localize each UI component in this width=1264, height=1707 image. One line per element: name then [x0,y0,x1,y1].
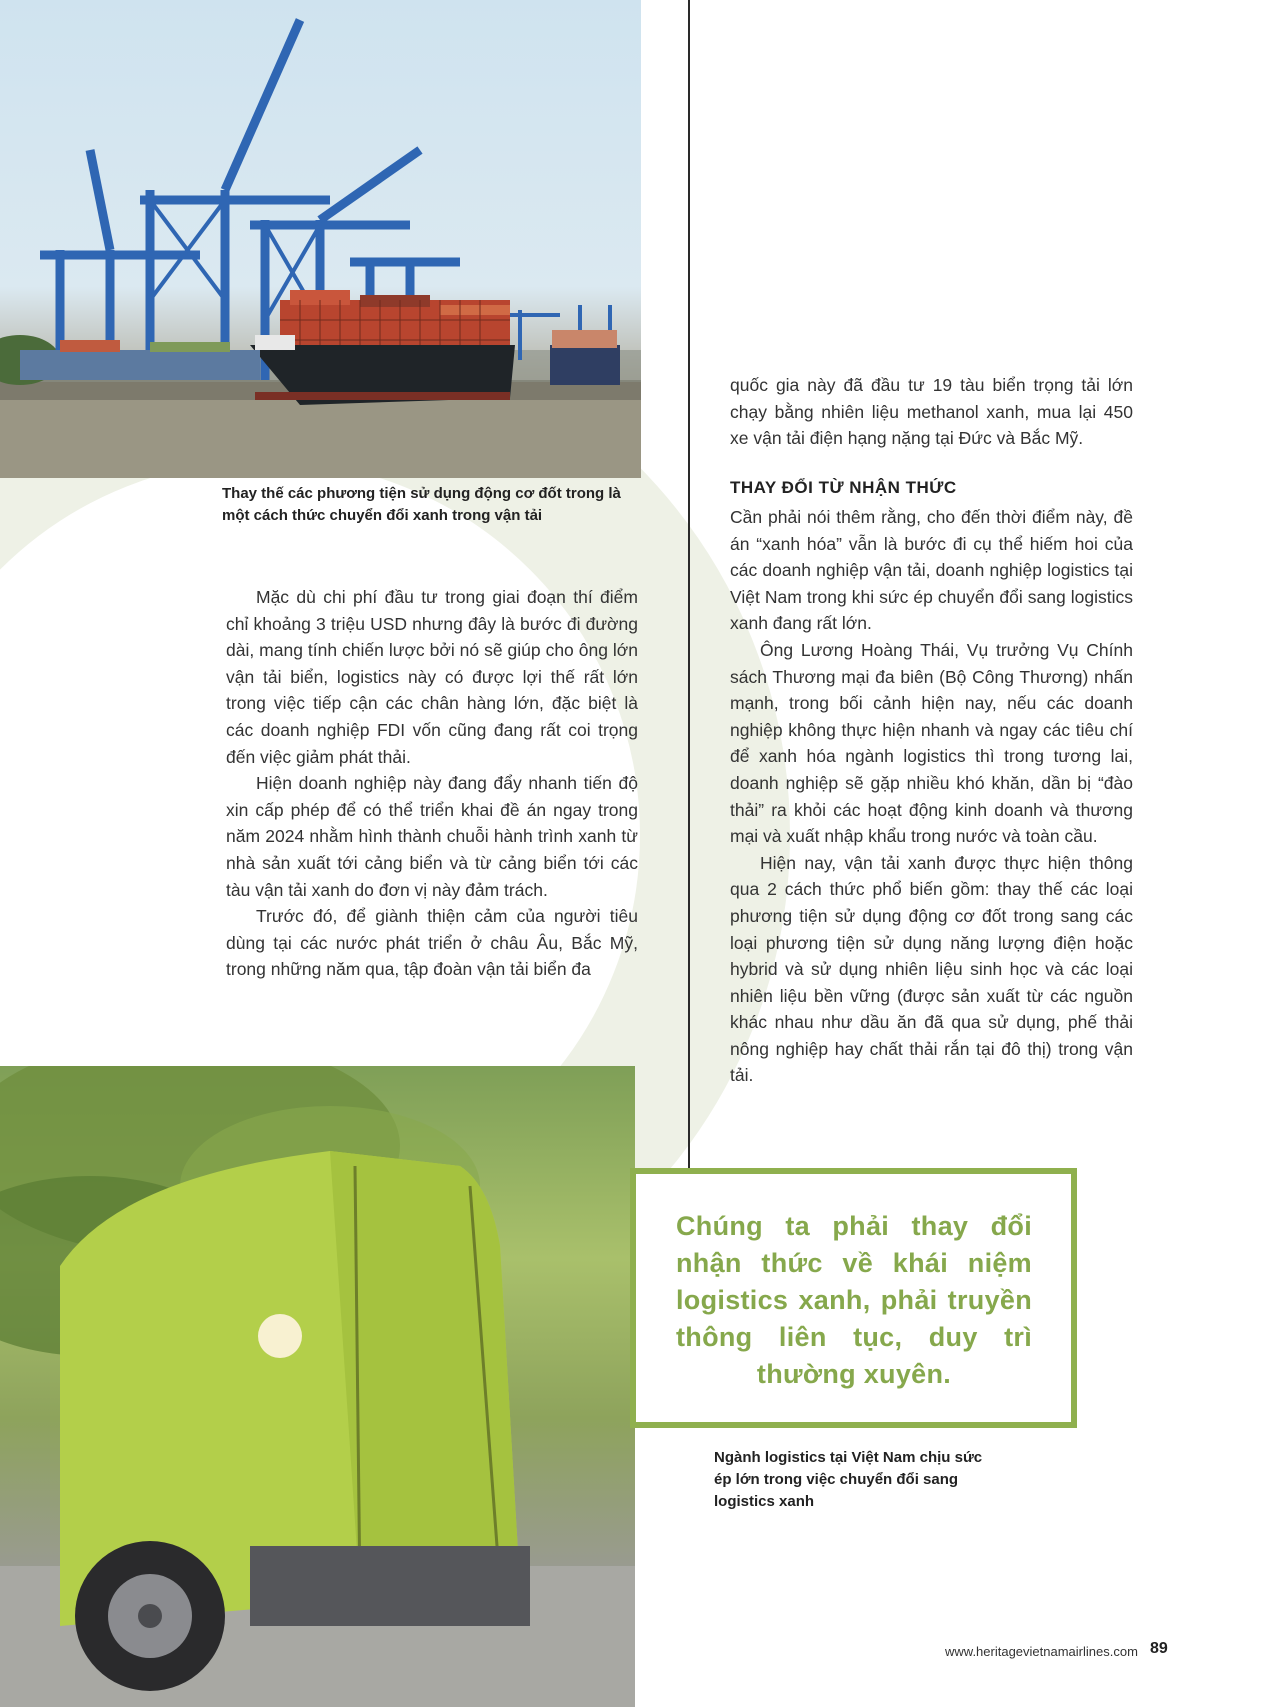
left-paragraph-1: Mặc dù chi phí đầu tư trong giai đoạn thí điểm chỉ khoảng 3 triệu USD nhưng đây là bước đi đường dài, mang tính chiến lược bởi nó sẽ giúp cho ông lớn vận tải biển, logistics này có được lợi thế rất lớn trong việc tiếp cận các chân hàng lớn, đặc biệt là các doanh nghiệp FDI vốn cũng đang rất coi trọng đến việc giảm phát thải. [226,587,638,767]
right-column-text [730,504,1133,1089]
section-heading: THAY ĐỔI TỪ NHẬN THỨC [730,478,957,497]
footer-website: www.heritagevietnamairlines.com [945,1644,1138,1659]
page-number: 89 [1150,1640,1168,1657]
left-paragraph-2: Hiện doanh nghiệp này đang đẩy nhanh tiến độ xin cấp phép để có thể triển khai đề án ngay trong năm 2024 nhằm hình thành chuỗi hành trình xanh từ nhà sản xuất tới cảng biển và từ cảng biển tới các tàu vận tải xanh do đơn vị này đảm trách. [226,773,638,900]
pull-quote-text: Chúng ta phải thay đổi nhận thức về khái niệm logistics xanh, phải truyền thông liên tục, duy trì thường xuyên. [676,1211,1032,1389]
van-photo-caption: Ngành logistics tại Việt Nam chịu sức ép lớn trong việc chuyển đổi sang logistics xanh [714,1449,983,1510]
green-van-photo [0,1066,635,1707]
right-paragraph-3: Hiện nay, vận tải xanh được thực hiện thông qua 2 cách thức phổ biến gồm: thay thế các loại phương tiện sử dụng động cơ đốt trong sang các loại phương tiện sử dụng năng lượng điện hoặc hybrid và sử dụng nhiên liệu sinh học và các loại nhiên liệu bền vững (được sản xuất từ các nguồn khác nhau như dầu ăn đã qua sử dụng, phế thải nông nghiệp hay chất thải rắn tại đô thị) trong vận tải. [730,852,1133,1086]
right-paragraph-1: Cần phải nói thêm rằng, cho đến thời điểm này, đề án “xanh hóa” vẫn là bước đi cụ thể hiếm hoi của các doanh nghiệp vận tải, doanh nghiệp logistics tại Việt Nam trong khi sức ép chuyển đổi sang logistics xanh đang rất lớn. [730,507,1133,634]
pull-quote-box [630,1168,1077,1428]
port-photo-caption: Thay thế các phương tiện sử dụng động cơ đốt trong là một cách thức chuyển đổi xanh trong vận tải [222,485,621,524]
column-divider [688,0,690,1170]
right-paragraph-2: Ông Lương Hoàng Thái, Vụ trưởng Vụ Chính sách Thương mại đa biên (Bộ Công Thương) nhấn mạnh, trong bối cảnh hiện nay, nếu các doanh nghiệp không thực hiện nhanh và ngay các tiêu chí để xanh hóa ngành logistics thì trong tương lai, doanh nghiệp sẽ gặp nhiều khó khăn, dần bị “đào thải” ra khỏi các hoạt động kinh doanh và thương mại và xuất nhập khẩu trong nước và toàn cầu. [730,639,1133,847]
left-paragraph-3: Trước đó, để giành thiện cảm của người tiêu dùng tại các nước phát triển ở châu Âu, Bắc Mỹ, trong những năm qua, tập đoàn vận tải biển đa [226,906,638,980]
right-continuation-paragraph: quốc gia này đã đầu tư 19 tàu biển trọng tải lớn chạy bằng nhiên liệu methanol xanh, mua lại 450 xe vận tải điện hạng nặng tại Đức và Bắc Mỹ. [730,375,1133,449]
left-column-text [226,584,638,983]
right-column-continuation [730,372,1133,452]
port-crane-photo [0,0,641,478]
